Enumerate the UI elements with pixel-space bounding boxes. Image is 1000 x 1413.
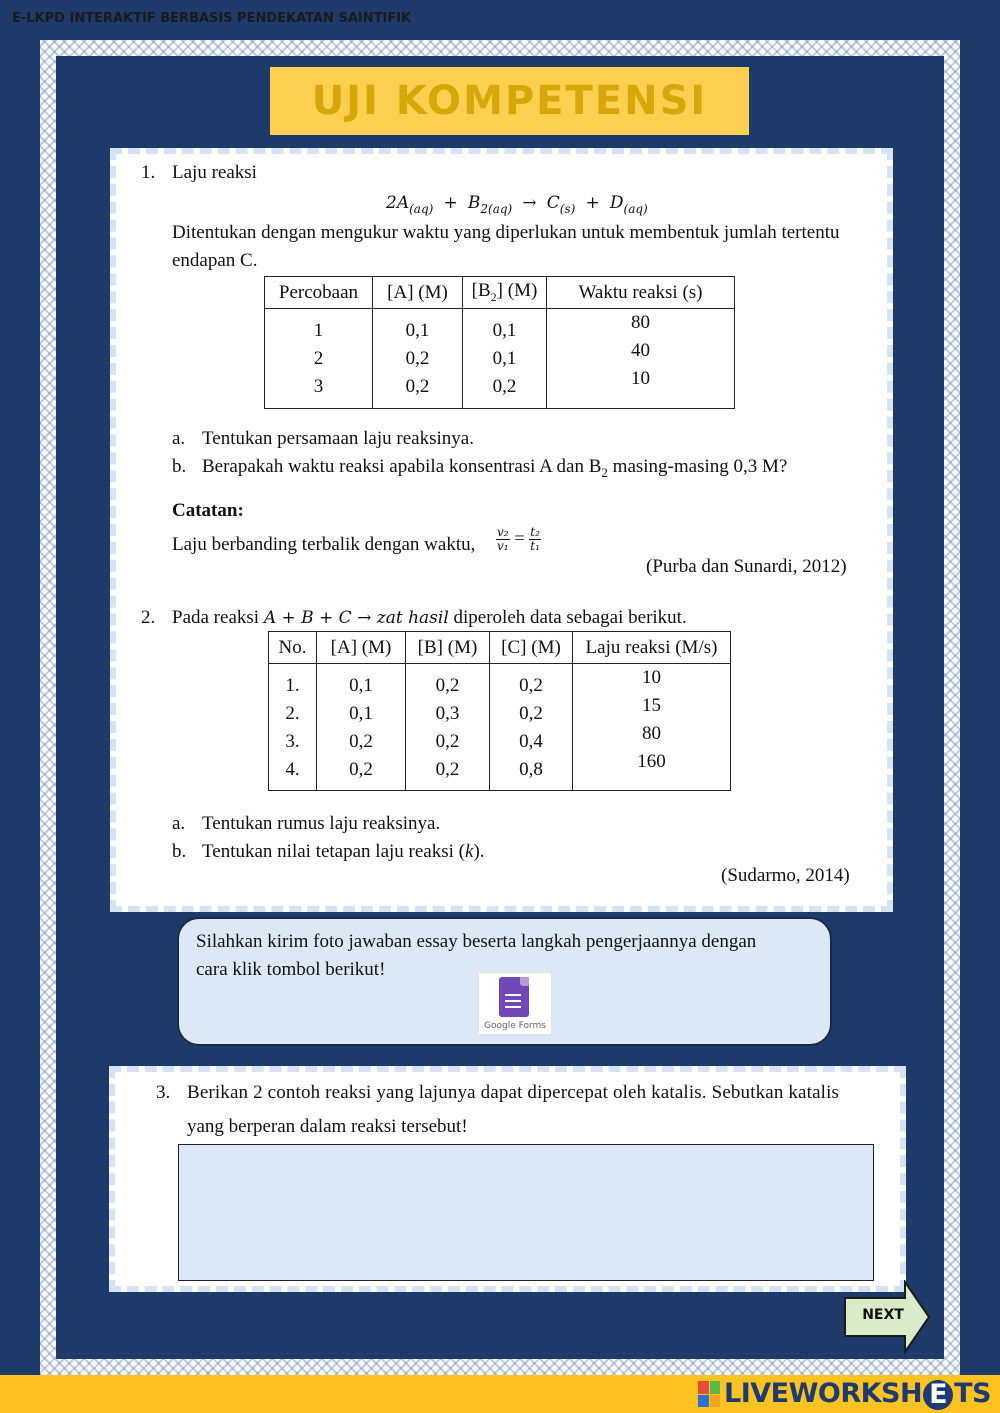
q2-intro: Pada reaksi A + B + C → zat hasil diperoleh data sebagai berikut.: [172, 607, 687, 628]
liveworksheets-wordmark: LIVEWORKSH E TS: [724, 1378, 991, 1410]
q2-header-no: No.: [269, 632, 317, 664]
q1-note-text: Laju berbanding terbalik dengan waktu,: [172, 534, 476, 555]
q2-header-c: [C] (M): [490, 632, 573, 664]
page-title: UJI KOMPETENSI: [311, 78, 708, 124]
q1-header-a: [A] (M): [373, 277, 463, 309]
q3-line2: yang berperan dalam reaksi tersebut!: [187, 1116, 468, 1137]
q2-a-label: a.: [172, 813, 186, 834]
q2-a-text: Tentukan rumus laju reaksinya.: [202, 813, 441, 834]
q1-b-text: Berapakah waktu reaksi apabila konsentrasi A dan $B_2$ masing-masing 0,3 M?: [202, 456, 788, 480]
q1-note-formula: $\frac{\text{v₂}}{\text{v₁}}$ = $\frac{\text{t₂}}{\text{t₁}}$: [497, 525, 540, 554]
q1-col-b2: 0,1 0,1 0,2: [463, 309, 547, 409]
q1-header-waktu: Waktu reaksi (s): [547, 277, 735, 309]
q2-data-table: [268, 631, 731, 791]
google-forms-label: Google Forms: [484, 1021, 546, 1031]
q1-description-line2: endapan C.: [172, 250, 258, 271]
q2-header-a: [A] (M): [317, 632, 406, 664]
q2-col-laju: 10 15 80 160: [573, 664, 731, 791]
q3-answer-field[interactable]: [178, 1144, 874, 1281]
q2-number: 2.: [141, 607, 156, 628]
q2-header-b: [B] (M): [406, 632, 490, 664]
q2-col-no: 1. 2. 3. 4.: [269, 664, 317, 791]
q2-col-b: 0,2 0,3 0,2 0,2: [406, 664, 490, 791]
q2-equation: A + B + C → zat hasil: [263, 608, 449, 628]
q1-col-percobaan: 1 2 3: [265, 309, 373, 409]
q1-header-b2: $[B_2]$ (M): [463, 277, 547, 309]
next-button-label: NEXT: [862, 1307, 904, 1323]
q2-b-label: b.: [172, 841, 187, 862]
q1-col-a: 0,1 0,2 0,2: [373, 309, 463, 409]
info-line1: Silahkan kirim foto jawaban essay beserta langkah pengerjaannya dengan: [196, 931, 757, 952]
title-banner: [270, 67, 749, 135]
q1-note-title: Catatan:: [172, 500, 244, 521]
q2-col-c: 0,2 0,2 0,4 0,8: [490, 664, 573, 791]
q1-heading: Laju reaksi: [172, 162, 257, 183]
q1-number: 1.: [141, 162, 156, 183]
q1-a-label: a.: [172, 428, 186, 449]
q3-number: 3.: [156, 1082, 171, 1103]
q1-equation: $2A_{(aq)} + B_{2(aq)} \to C_{(s)} + D_{(aq)}$: [386, 193, 648, 216]
q1-header-percobaan: Percobaan: [265, 277, 373, 309]
q1-data-table: [264, 276, 735, 409]
info-line2: cara klik tombol berikut!: [196, 959, 386, 980]
q1-description-line1: Ditentukan dengan mengukur waktu yang diperlukan untuk membentuk jumlah tertentu: [172, 222, 840, 243]
q1-source: (Purba dan Sunardi, 2012): [646, 556, 847, 577]
liveworksheets-badge-icon: [698, 1381, 720, 1407]
q2-source: (Sudarmo, 2014): [721, 865, 850, 886]
q2-col-a: 0,1 0,1 0,2 0,2: [317, 664, 406, 791]
footer-text: E-LKPD INTERAKTIF BERBASIS PENDEKATAN SAINTIFIK: [12, 11, 412, 26]
q1-b-label: b.: [172, 456, 187, 477]
liveworksheets-logo[interactable]: [698, 1378, 991, 1410]
q2-b-text: Tentukan nilai tetapan laju reaksi (k).: [202, 841, 485, 862]
q1-col-waktu: 80 40 10: [547, 309, 735, 409]
q2-header-laju: Laju reaksi (M/s): [573, 632, 731, 664]
q1-a-text: Tentukan persamaan laju reaksinya.: [202, 428, 474, 449]
q3-line1: Berikan 2 contoh reaksi yang lajunya dapat dipercepat oleh katalis. Sebutkan katalis: [187, 1082, 840, 1103]
google-forms-button[interactable]: [478, 972, 552, 1035]
google-forms-icon: [499, 977, 529, 1017]
next-button[interactable]: [843, 1280, 931, 1354]
